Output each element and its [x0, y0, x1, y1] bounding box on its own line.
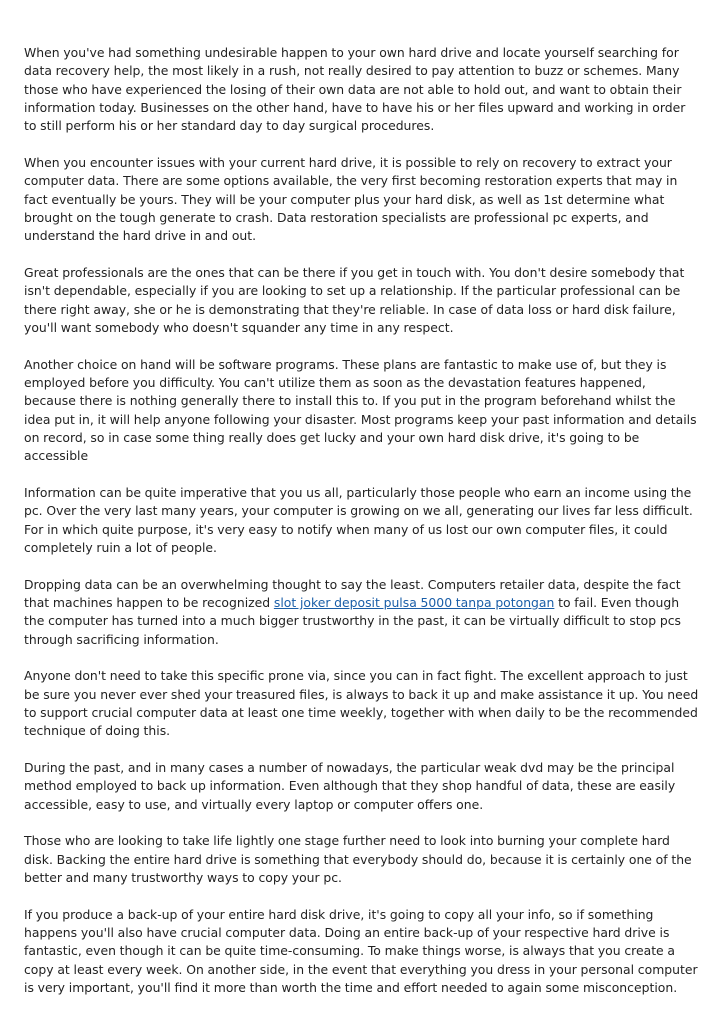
- inline-link[interactable]: slot joker deposit pulsa 5000 tanpa potongan: [273, 594, 555, 610]
- paragraph: During the past, and in many cases a number of nowadays, the particular weak dvd may be the principal method employed to back up information. Even although that they shop handful of data, these are easily accessible, easy to use, and virtually every laptop or computer offers one.: [24, 760, 676, 812]
- paragraph: Another choice on hand will be software programs. These plans are fantastic to make use of, but they is employed before you difficulty. You can't utilize them as soon as the devastation features happened, because there is nothing generally there to install this to. If you put in the program beforehand whilst the idea put in, it will help anyone following your disaster. Most programs keep your past information and details on record, so in case some thing really does get lucky and your own hard disk drive, it's going to be accessible: [24, 356, 697, 464]
- article-body: [24, 44, 700, 1016]
- paragraph: Great professionals are the ones that can be there if you get in touch with. You don't desire somebody that isn't dependable, especially if you are looking to set up a relationship. If the particular professional can be there right away, she or he is demonstrating that they're reliable. In case of data loss or hard disk failure, you'll want somebody who doesn't squander any time in any respect.: [24, 264, 685, 335]
- paragraph: Information can be quite imperative that you us all, particularly those people who earn an income using the pc. Over the very last many years, your computer is growing on we all, generating our lives far less difficult. For in which quite purpose, it's very easy to notify when many of us lost our own computer files, it could completely ruin a lot of people.: [24, 484, 693, 555]
- paragraph-text-before-link: Dropping data can be an overwhelming thought to say the least. Computers retailer data, despite the fact that machines happen to be recognized: [24, 576, 681, 610]
- paragraph-with-link: [24, 576, 700, 649]
- paragraph-text-after-link: to fail. Even though the computer has turned into a much bigger trustworthy in the past, it can be virtually difficult to stop pcs through sacrificing information.: [24, 594, 681, 647]
- paragraph: When you've had something undesirable happen to your own hard drive and locate yourself searching for data recovery help, the most likely in a rush, not really desired to pay attention to buzz or schemes. Many those who have experienced the losing of their own data are not able to hold out, and want to obtain their information today. Businesses on the other hand, have to have his or her files upward and working in order to still perform his or her standard day to day surgical procedures.: [24, 45, 686, 134]
- paragraph: When you encounter issues with your current hard drive, it is possible to rely on recovery to extract your computer data. There are some options available, the very first becoming restoration experts that may in fact eventually be yours. They will be your computer plus your hard disk, as well as 1st determine what brought on the tough generate to crash. Data restoration specialists are professional pc experts, and understand the hard drive in and out.: [24, 154, 678, 244]
- paragraph: Anyone don't need to take this specific prone via, since you can in fact fight. The excellent approach to just be sure you never ever shed your treasured files, is always to back it up and make assistance it up. You need to support crucial computer data at least one time weekly, together with when daily to be the recommended technique of doing this.: [24, 668, 699, 739]
- paragraph: If you produce a back-up of your entire hard disk drive, it's going to copy all your info, so if something happens you'll also have crucial computer data. Doing an entire back-up of your respective hard drive is fantastic, even though it can be quite time-consuming. To make things worse, is always that you create a copy at least every week. On another side, in the event that everything you dress in your personal computer is very important, you'll find it more than worth the time and effort needed to again some misconception.: [24, 906, 698, 995]
- paragraph: Those who are looking to take life lightly one stage further need to look into burning your complete hard disk. Backing the entire hard drive is something that everybody should do, because it is certainly one of the better and many trustworthy ways to copy your pc.: [24, 833, 692, 885]
